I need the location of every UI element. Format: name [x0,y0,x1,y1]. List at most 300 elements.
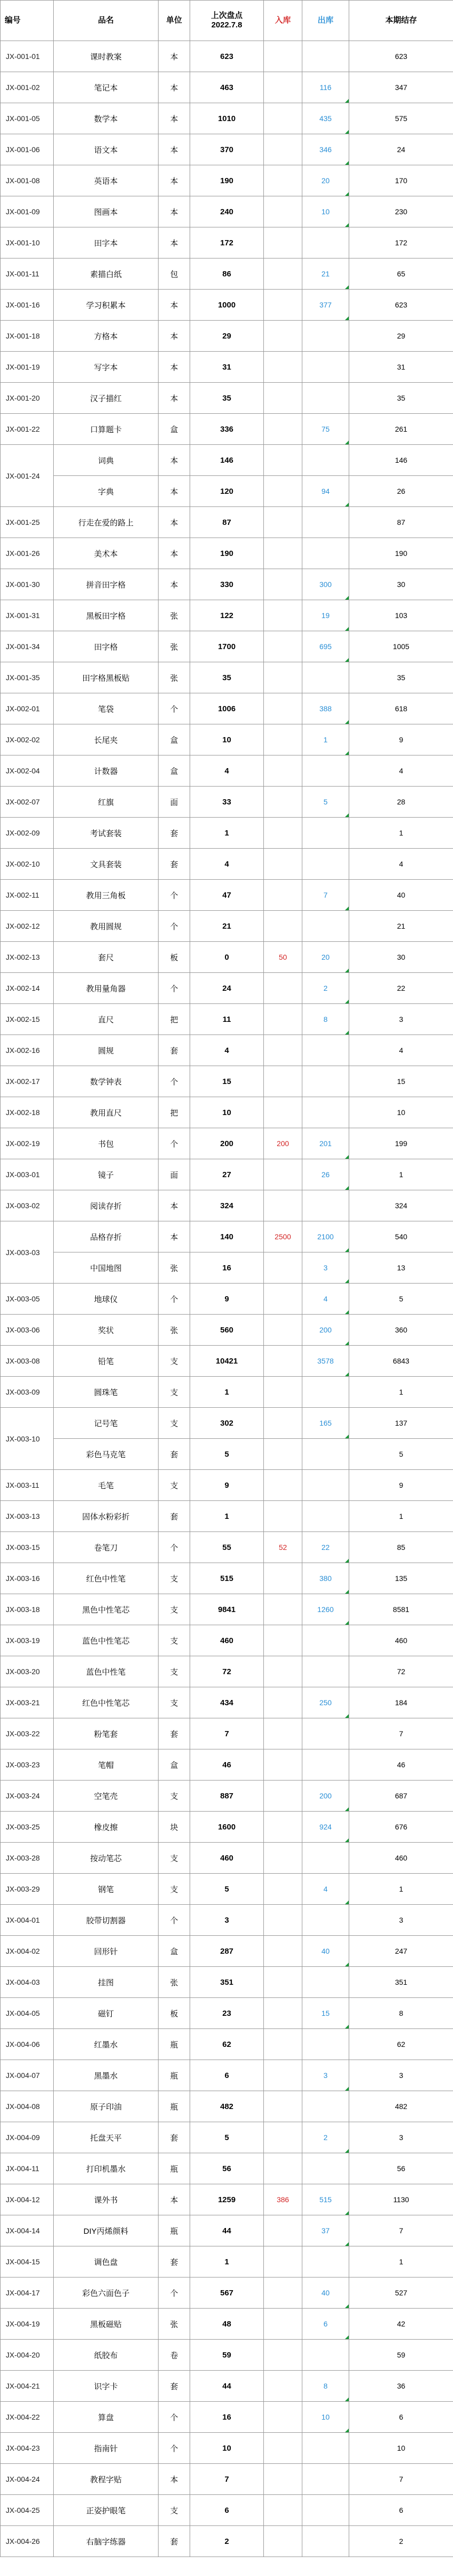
item-unit-cell: 张 [159,662,190,693]
table-row [1,973,453,1004]
item-code-cell: JX-001-05 [1,103,54,134]
outbound-cell [302,321,349,352]
item-unit-cell: 个 [159,1532,190,1563]
outbound-cell [302,2340,349,2371]
table-row [1,2184,453,2215]
item-code-cell: JX-002-16 [1,1035,54,1066]
table-row [1,2277,453,2309]
table-header [1,1,453,41]
item-name-cell: 红旗 [54,787,159,818]
item-name-cell: 数学本 [54,103,159,134]
stock-cell: 36 [349,2371,453,2402]
item-code-cell: JX-002-15 [1,1004,54,1035]
item-name-cell: 图画本 [54,196,159,227]
item-name-cell: 教用三角板 [54,880,159,911]
stock-cell: 5 [349,1439,453,1470]
item-unit-cell: 本 [159,196,190,227]
item-unit-cell: 支 [159,1874,190,1905]
outbound-cell [302,1377,349,1408]
table-row [1,569,453,600]
item-unit-cell: 板 [159,942,190,973]
item-unit-cell: 个 [159,2433,190,2464]
stock-cell: 65 [349,258,453,290]
last-count-cell: 5 [190,1439,264,1470]
table-row [1,1656,453,1687]
outbound-cell: 6 [302,2309,349,2340]
inbound-cell [264,414,302,445]
outbound-cell: 10 [302,196,349,227]
stock-cell: 261 [349,414,453,445]
last-count-cell: 56 [190,2153,264,2184]
item-unit-cell: 个 [159,880,190,911]
inbound-cell [264,2309,302,2340]
outbound-cell [302,1190,349,1221]
item-code-cell: JX-004-08 [1,2091,54,2122]
table-body [1,41,453,2557]
table-row [1,1252,453,1284]
last-count-cell: 16 [190,1252,264,1284]
outbound-cell [302,2091,349,2122]
table-row [1,2495,453,2526]
inbound-cell [264,507,302,538]
header-unit: 单位 [159,1,190,41]
table-row [1,1004,453,1035]
outbound-cell [302,1749,349,1781]
outbound-cell [302,2029,349,2060]
item-name-cell: 文具套装 [54,849,159,880]
item-unit-cell: 支 [159,1687,190,1718]
table-row [1,1439,453,1470]
outbound-cell [302,818,349,849]
inbound-cell [264,2340,302,2371]
inbound-cell [264,1159,302,1190]
stock-cell: 1 [349,1874,453,1905]
item-name-cell: 正姿护眼笔 [54,2495,159,2526]
item-name-cell: 田字格黑板贴 [54,662,159,693]
item-code-cell: JX-004-05 [1,1998,54,2029]
inbound-cell [264,693,302,724]
outbound-cell: 19 [302,600,349,631]
inbound-cell [264,1377,302,1408]
inbound-cell [264,600,302,631]
stock-cell: 527 [349,2277,453,2309]
last-count-cell: 200 [190,1128,264,1159]
stock-cell: 24 [349,134,453,165]
item-unit-cell: 张 [159,631,190,662]
table-row [1,693,453,724]
item-name-cell: 拼音田字格 [54,569,159,600]
item-name-cell: 素描白纸 [54,258,159,290]
stock-cell: 6843 [349,1346,453,1377]
item-name-cell: 回形针 [54,1936,159,1967]
item-unit-cell: 本 [159,538,190,569]
outbound-cell [302,1905,349,1936]
inbound-cell [264,2215,302,2246]
item-code-cell: JX-003-02 [1,1190,54,1221]
outbound-cell: 20 [302,165,349,196]
item-name-cell: 蓝色中性笔芯 [54,1625,159,1656]
stock-cell: 85 [349,1532,453,1563]
item-name-cell: 考试套装 [54,818,159,849]
last-count-cell: 5 [190,2122,264,2153]
item-code-cell: JX-001-22 [1,414,54,445]
item-code-cell: JX-003-23 [1,1749,54,1781]
last-count-cell: 515 [190,1563,264,1594]
item-name-cell: 彩色六面色子 [54,2277,159,2309]
inbound-cell [264,1749,302,1781]
item-code-cell: JX-003-10 [1,1408,54,1470]
outbound-cell: 435 [302,103,349,134]
inbound-cell [264,631,302,662]
last-count-cell: 482 [190,2091,264,2122]
outbound-cell: 3578 [302,1346,349,1377]
inbound-cell [264,134,302,165]
inbound-cell [264,538,302,569]
stock-cell: 247 [349,1936,453,1967]
inbound-cell [264,569,302,600]
inbound-cell [264,724,302,755]
table-row [1,1843,453,1874]
item-code-cell: JX-002-14 [1,973,54,1004]
item-name-cell: 黑板磁贴 [54,2309,159,2340]
outbound-cell [302,1718,349,1749]
outbound-cell [302,2526,349,2557]
table-row [1,849,453,880]
stock-cell: 10 [349,1097,453,1128]
item-name-cell: 直尺 [54,1004,159,1035]
table-row [1,755,453,787]
item-unit-cell: 个 [159,911,190,942]
table-row [1,103,453,134]
item-code-cell: JX-004-20 [1,2340,54,2371]
outbound-cell [302,352,349,383]
item-code-cell: JX-004-23 [1,2433,54,2464]
inbound-cell [264,1066,302,1097]
table-row [1,538,453,569]
stock-cell: 6 [349,2495,453,2526]
inbound-cell [264,1594,302,1625]
inbound-cell [264,227,302,258]
outbound-cell [302,1066,349,1097]
table-row [1,1936,453,1967]
item-unit-cell: 支 [159,1346,190,1377]
item-unit-cell: 支 [159,1594,190,1625]
item-unit-cell: 个 [159,2402,190,2433]
stock-cell: 8 [349,1998,453,2029]
item-name-cell: 记号笔 [54,1408,159,1439]
item-code-cell: JX-001-10 [1,227,54,258]
last-count-cell: 434 [190,1687,264,1718]
item-name-cell: 指南针 [54,2433,159,2464]
stock-cell: 7 [349,2215,453,2246]
item-name-cell: 美术本 [54,538,159,569]
item-code-cell: JX-003-08 [1,1346,54,1377]
outbound-cell [302,662,349,693]
item-code-cell: JX-001-11 [1,258,54,290]
last-count-cell: 9841 [190,1594,264,1625]
inbound-cell: 52 [264,1532,302,1563]
item-name-cell: 教用直尺 [54,1097,159,1128]
item-name-cell: 托盘天平 [54,2122,159,2153]
last-count-cell: 1259 [190,2184,264,2215]
item-name-cell: 口算题卡 [54,414,159,445]
item-name-cell: 调色盘 [54,2246,159,2277]
item-unit-cell: 张 [159,2309,190,2340]
table-row [1,662,453,693]
stock-cell: 103 [349,600,453,631]
item-code-cell: JX-001-34 [1,631,54,662]
stock-cell: 3 [349,2122,453,2153]
last-count-cell: 10 [190,724,264,755]
last-count-cell: 55 [190,1532,264,1563]
item-name-cell: 课时教案 [54,41,159,72]
inbound-cell [264,973,302,1004]
last-count-cell: 7 [190,2464,264,2495]
stock-cell: 351 [349,1967,453,1998]
item-name-cell: 方格本 [54,321,159,352]
inbound-cell [264,1687,302,1718]
inbound-cell [264,818,302,849]
item-code-cell: JX-001-35 [1,662,54,693]
item-unit-cell: 瓶 [159,2091,190,2122]
table-row [1,2060,453,2091]
table-row [1,1315,453,1346]
table-row [1,507,453,538]
item-name-cell: 蓝色中性笔 [54,1656,159,1687]
last-count-cell: 1700 [190,631,264,662]
stock-cell: 618 [349,693,453,724]
item-name-cell: 黑板田字格 [54,600,159,631]
item-name-cell: 磁钉 [54,1998,159,2029]
inbound-cell [264,2153,302,2184]
item-code-cell: JX-001-31 [1,600,54,631]
item-unit-cell: 套 [159,2371,190,2402]
outbound-cell: 40 [302,2277,349,2309]
stock-cell: 1 [349,1377,453,1408]
item-name-cell: 地球仪 [54,1284,159,1315]
table-row [1,880,453,911]
item-code-cell: JX-004-17 [1,2277,54,2309]
stock-cell: 42 [349,2309,453,2340]
item-name-cell: 田字格 [54,631,159,662]
item-code-cell: JX-004-01 [1,1905,54,1936]
inbound-cell [264,2495,302,2526]
table-row [1,476,453,507]
item-code-cell: JX-002-01 [1,693,54,724]
table-row [1,2526,453,2557]
table-row [1,2246,453,2277]
item-name-cell: 套尺 [54,942,159,973]
inbound-cell [264,103,302,134]
item-unit-cell: 瓶 [159,2029,190,2060]
last-count-cell: 370 [190,134,264,165]
table-row [1,2309,453,2340]
item-name-cell: 毛笔 [54,1470,159,1501]
item-code-cell: JX-003-19 [1,1625,54,1656]
table-row [1,1377,453,1408]
item-name-cell: 田字本 [54,227,159,258]
table-row [1,942,453,973]
stock-cell: 1 [349,1501,453,1532]
item-unit-cell: 套 [159,1718,190,1749]
last-count-cell: 31 [190,352,264,383]
inbound-cell [264,1252,302,1284]
table-row [1,1594,453,1625]
table-row [1,1749,453,1781]
inbound-cell [264,2371,302,2402]
inbound-cell [264,196,302,227]
stock-cell: 137 [349,1408,453,1439]
item-name-cell: 学习积累本 [54,290,159,321]
item-name-cell: 书包 [54,1128,159,1159]
stock-cell: 4 [349,849,453,880]
header-prev-count-label: 上次盘点 [211,11,243,20]
item-name-cell: 彩色马克笔 [54,1439,159,1470]
item-code-cell: JX-002-10 [1,849,54,880]
item-name-cell: 汉子描红 [54,383,159,414]
table-row [1,1284,453,1315]
item-unit-cell: 套 [159,818,190,849]
outbound-cell [302,1625,349,1656]
stock-cell: 135 [349,1563,453,1594]
stock-cell: 4 [349,1035,453,1066]
stock-cell: 22 [349,973,453,1004]
inbound-cell [264,445,302,476]
item-code-cell: JX-002-11 [1,880,54,911]
item-name-cell: 词典 [54,445,159,476]
stock-cell: 146 [349,445,453,476]
table-row [1,2464,453,2495]
last-count-cell: 887 [190,1781,264,1812]
item-code-cell: JX-003-05 [1,1284,54,1315]
table-row [1,41,453,72]
table-row [1,911,453,942]
item-name-cell: 黑墨水 [54,2060,159,2091]
stock-cell: 26 [349,476,453,507]
item-unit-cell: 套 [159,1501,190,1532]
last-count-cell: 0 [190,942,264,973]
inbound-cell [264,2433,302,2464]
item-unit-cell: 套 [159,1035,190,1066]
item-unit-cell: 把 [159,1097,190,1128]
item-unit-cell: 把 [159,1004,190,1035]
item-name-cell: 打印机墨水 [54,2153,159,2184]
inbound-cell: 2500 [264,1221,302,1252]
item-unit-cell: 支 [159,1843,190,1874]
table-row [1,1035,453,1066]
last-count-cell: 6 [190,2495,264,2526]
table-row [1,2122,453,2153]
outbound-cell [302,41,349,72]
last-count-cell: 87 [190,507,264,538]
item-code-cell: JX-003-01 [1,1159,54,1190]
table-row [1,631,453,662]
inbound-cell [264,1843,302,1874]
item-code-cell: JX-001-25 [1,507,54,538]
item-unit-cell: 支 [159,2495,190,2526]
outbound-cell: 1260 [302,1594,349,1625]
inbound-cell [264,1284,302,1315]
table-row [1,2340,453,2371]
outbound-cell [302,1035,349,1066]
inbound-cell [264,1874,302,1905]
item-name-cell: 笔记本 [54,72,159,103]
header-stock: 本期结存 [349,1,453,41]
item-unit-cell: 盒 [159,414,190,445]
last-count-cell: 44 [190,2371,264,2402]
outbound-cell [302,2464,349,2495]
last-count-cell: 9 [190,1470,264,1501]
item-code-cell: JX-002-17 [1,1066,54,1097]
stock-cell: 172 [349,227,453,258]
item-code-cell: JX-002-12 [1,911,54,942]
inbound-cell [264,2122,302,2153]
table-row [1,72,453,103]
last-count-cell: 567 [190,2277,264,2309]
stock-cell: 676 [349,1812,453,1843]
outbound-cell: 75 [302,414,349,445]
item-unit-cell: 块 [159,1812,190,1843]
last-count-cell: 460 [190,1843,264,1874]
outbound-cell [302,1843,349,1874]
table-row [1,2371,453,2402]
inbound-cell [264,1470,302,1501]
last-count-cell: 4 [190,849,264,880]
last-count-cell: 24 [190,973,264,1004]
inbound-cell [264,352,302,383]
item-code-cell: JX-003-18 [1,1594,54,1625]
stock-cell: 29 [349,321,453,352]
item-name-cell: 算盘 [54,2402,159,2433]
outbound-cell: 377 [302,290,349,321]
inbound-cell [264,476,302,507]
item-unit-cell: 本 [159,2184,190,2215]
item-code-cell: JX-001-30 [1,569,54,600]
item-name-cell: 中国地图 [54,1252,159,1284]
inbound-cell [264,165,302,196]
outbound-cell: 165 [302,1408,349,1439]
stock-cell: 9 [349,724,453,755]
table-row [1,1066,453,1097]
item-unit-cell: 本 [159,476,190,507]
item-name-cell: 铅笔 [54,1346,159,1377]
item-code-cell: JX-004-14 [1,2215,54,2246]
stock-cell: 190 [349,538,453,569]
table-row [1,383,453,414]
item-name-cell: 识字卡 [54,2371,159,2402]
outbound-cell: 1 [302,724,349,755]
inbound-cell [264,1905,302,1936]
item-unit-cell: 本 [159,1190,190,1221]
table-row [1,1718,453,1749]
stock-cell: 2 [349,2526,453,2557]
item-unit-cell: 盒 [159,724,190,755]
table-row [1,1221,453,1252]
item-code-cell: JX-001-16 [1,290,54,321]
outbound-cell: 22 [302,1532,349,1563]
item-name-cell: 笔帽 [54,1749,159,1781]
table-row [1,1905,453,1936]
item-code-cell: JX-003-11 [1,1470,54,1501]
inbound-cell [264,2402,302,2433]
stock-cell: 9 [349,1470,453,1501]
outbound-cell: 2 [302,973,349,1004]
inbound-cell [264,290,302,321]
item-unit-cell: 个 [159,693,190,724]
item-unit-cell: 支 [159,1408,190,1439]
header-name: 品名 [54,1,159,41]
last-count-cell: 10 [190,2433,264,2464]
